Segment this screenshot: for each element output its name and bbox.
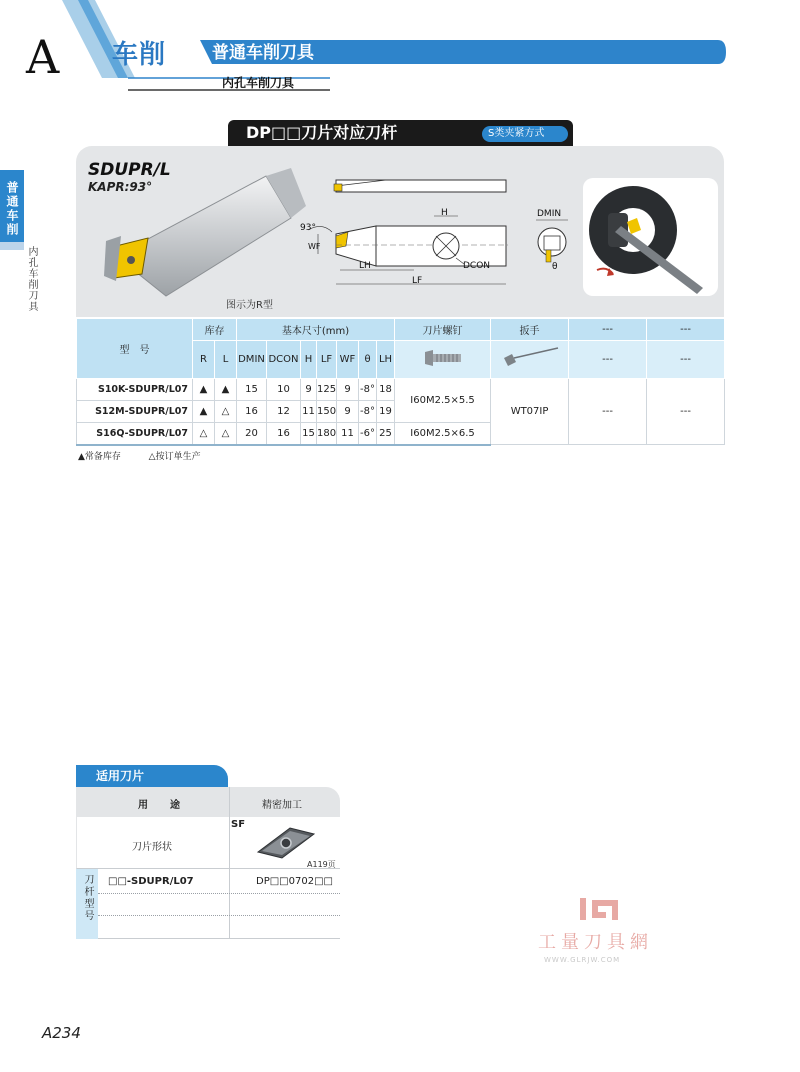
- subheader-h: H: [301, 341, 317, 379]
- col-header-dims: 基本尺寸(mm): [237, 319, 395, 341]
- cell-stock-l: △: [215, 401, 237, 423]
- extra1-image: ---: [569, 341, 647, 379]
- subheader-l: L: [215, 341, 237, 379]
- dotted-divider: [98, 938, 340, 939]
- col-header-wrench: 扳手: [491, 319, 569, 341]
- side-tab-sublabel: 内孔车削刀具: [26, 246, 37, 312]
- cell-theta: -8°: [359, 401, 377, 423]
- cell-wrench: WT07IP: [491, 379, 569, 445]
- subheader-lf: LF: [317, 341, 337, 379]
- cell-h: 9: [301, 379, 317, 401]
- wrench-image: [491, 341, 569, 379]
- col-header-stock: 库存: [193, 319, 237, 341]
- col-header-extra2: ---: [647, 319, 725, 341]
- insert-shape-icon: [256, 824, 316, 862]
- subheader-lh: LH: [377, 341, 395, 379]
- clamp-type-badge: S类夹紧方式: [488, 128, 545, 139]
- dim-label-h: H: [441, 208, 448, 218]
- cell-screw: I60M2.5×5.5: [395, 379, 491, 423]
- subheader-theta: θ: [359, 341, 377, 379]
- insert-page-ref[interactable]: A119页: [307, 860, 336, 869]
- dotted-divider: [98, 915, 340, 916]
- watermark-logo-icon: [578, 896, 628, 926]
- page-title: 普通车削刀具: [212, 43, 314, 63]
- cell-lh: 25: [377, 423, 395, 445]
- col-header-screw: 刀片螺钉: [395, 319, 491, 341]
- cell-stock-r: △: [193, 423, 215, 445]
- insert-use-label: 用 途: [138, 800, 186, 811]
- side-tab[interactable]: 普通车削: [0, 170, 24, 242]
- watermark-url: WWW.GLRJW.COM: [544, 956, 621, 964]
- cell-h: 11: [301, 401, 317, 423]
- screw-icon: [421, 348, 465, 368]
- cell-stock-r: ▲: [193, 401, 215, 423]
- cell-dcon: 12: [267, 401, 301, 423]
- side-tab-cap: [0, 242, 24, 250]
- cell-model: S10K-SDUPR/L07: [77, 379, 193, 401]
- model-name: SDUPR/L: [88, 160, 171, 180]
- subheader-wf: WF: [337, 341, 359, 379]
- cell-extra2: ---: [647, 379, 725, 445]
- approach-angle: KAPR:93°: [88, 180, 153, 194]
- page-subtitle: 内孔车削刀具: [222, 76, 295, 90]
- screw-image: [395, 341, 491, 379]
- insert-use-value: 精密加工: [262, 800, 302, 811]
- cell-theta: -6°: [359, 423, 377, 445]
- insert-model: DP□□0702□□: [256, 876, 333, 887]
- dim-label-lh: LH: [359, 261, 371, 271]
- dotted-divider: [98, 893, 340, 894]
- legend-stock: ▲常备库存: [78, 452, 121, 462]
- col-header-extra1: ---: [569, 319, 647, 341]
- holder-label: 刀杆型号: [82, 874, 93, 922]
- section-letter: A: [26, 30, 60, 84]
- cell-wf: 9: [337, 401, 359, 423]
- cell-dcon: 16: [267, 423, 301, 445]
- dim-label-angle: 93°: [300, 223, 316, 233]
- wrench-icon: [498, 344, 562, 372]
- dim-label-dcon: DCON: [463, 261, 491, 271]
- cell-theta: -8°: [359, 379, 377, 401]
- dim-label-lf: LF: [412, 276, 423, 286]
- cell-model: S16Q-SDUPR/L07: [77, 423, 193, 445]
- spec-table: [76, 318, 725, 446]
- cell-h: 15: [301, 423, 317, 445]
- subheader-r: R: [193, 341, 215, 379]
- col-header-model: 型 号: [77, 319, 193, 379]
- cell-wf: 11: [337, 423, 359, 445]
- cell-dmin: 20: [237, 423, 267, 445]
- dim-label-wf: WF: [308, 242, 321, 251]
- technical-drawing: [296, 166, 586, 296]
- stock-legend: [78, 449, 201, 462]
- holder-model: □□-SDUPR/L07: [108, 876, 194, 887]
- watermark-text: 工量刀具網: [538, 932, 653, 953]
- table-row: [77, 379, 725, 401]
- cell-dmin: 15: [237, 379, 267, 401]
- cell-dcon: 10: [267, 379, 301, 401]
- page-number: A234: [42, 1024, 81, 1042]
- dim-label-dmin: DMIN: [537, 209, 562, 219]
- legend-order: △按订单生产: [148, 452, 201, 462]
- subheader-dmin: DMIN: [237, 341, 267, 379]
- cell-lf: 150: [317, 401, 337, 423]
- cell-lh: 18: [377, 379, 395, 401]
- cell-screw: I60M2.5×6.5: [395, 423, 491, 445]
- dim-label-theta: θ: [552, 262, 558, 272]
- cell-wf: 9: [337, 379, 359, 401]
- category-title: 车削: [112, 40, 167, 70]
- subheader-dcon: DCON: [267, 341, 301, 379]
- cell-stock-l: △: [215, 423, 237, 445]
- section-title: DP□□刀片对应刀杆: [246, 123, 398, 142]
- cell-dmin: 16: [237, 401, 267, 423]
- extra2-image: ---: [647, 341, 725, 379]
- cell-lf: 125: [317, 379, 337, 401]
- cell-model: S12M-SDUPR/L07: [77, 401, 193, 423]
- insert-shape-label: 刀片形状: [132, 842, 172, 853]
- cell-stock-r: ▲: [193, 379, 215, 401]
- product-photo: [583, 178, 718, 296]
- insert-grade: SF: [231, 819, 246, 830]
- image-note: 图示为R型: [226, 300, 273, 311]
- insert-section-title: 适用刀片: [96, 769, 145, 783]
- cell-lf: 180: [317, 423, 337, 445]
- cell-extra1: ---: [569, 379, 647, 445]
- cell-stock-l: ▲: [215, 379, 237, 401]
- cell-lh: 19: [377, 401, 395, 423]
